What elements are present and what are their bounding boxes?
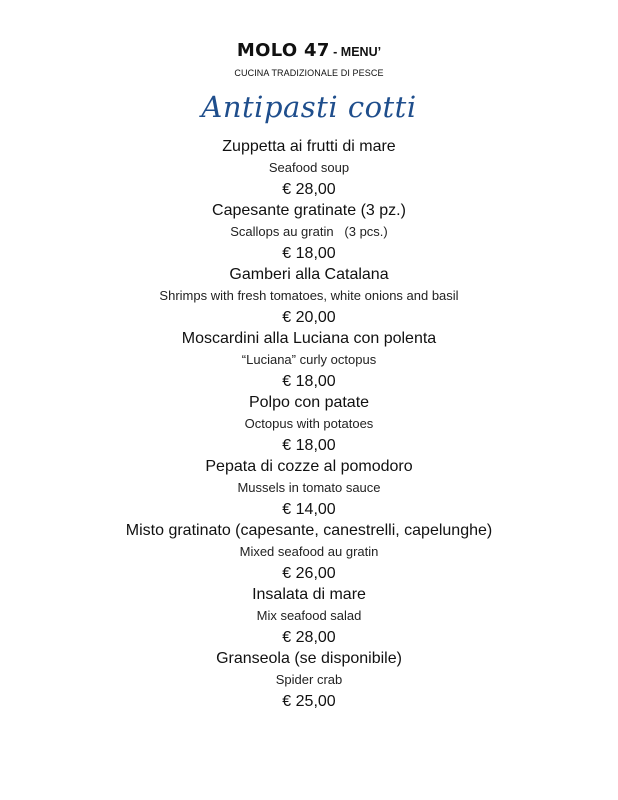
dish-name: Pepata di cozze al pomodoro xyxy=(205,458,413,475)
dish-name: Moscardini alla Luciana con polenta xyxy=(181,330,437,347)
menu-item xyxy=(0,329,618,393)
menu-item xyxy=(0,201,618,265)
dish-name: Capesante gratinate (3 pz.) xyxy=(212,202,406,219)
dish-price: € 28,00 xyxy=(282,181,336,198)
dish-name: Polpo con patate xyxy=(248,394,370,411)
dish-name: Gamberi alla Catalana xyxy=(229,266,389,283)
dish-description: Octopus with potatoes xyxy=(244,416,374,431)
section-title: Antipasti cotti xyxy=(201,90,417,124)
dish-description: Scallops au gratin (3 pcs.) xyxy=(230,224,388,239)
menu-item xyxy=(0,521,618,585)
dish-price: € 18,00 xyxy=(282,373,336,390)
dish-description: Spider crab xyxy=(275,672,343,687)
dish-price: € 28,00 xyxy=(282,629,336,646)
dish-price: € 25,00 xyxy=(282,693,336,710)
dish-price: € 26,00 xyxy=(282,565,336,582)
menu-item xyxy=(0,393,618,457)
restaurant-name: MOLO 47 xyxy=(236,40,330,61)
dish-description: Mix seafood salad xyxy=(256,608,362,623)
dish-description: Shrimps with fresh tomatoes, white onions and basil xyxy=(159,288,459,303)
menu-item xyxy=(0,137,618,201)
menu-item xyxy=(0,649,618,713)
menu-item xyxy=(0,585,618,649)
dish-price: € 18,00 xyxy=(282,437,336,454)
dish-price: € 14,00 xyxy=(282,501,336,518)
dish-description: Mussels in tomato sauce xyxy=(237,480,381,495)
dish-price: € 18,00 xyxy=(282,245,336,262)
title-line xyxy=(0,40,618,63)
dish-description: “Luciana” curly octopus xyxy=(241,352,377,367)
menu-item xyxy=(0,265,618,329)
cuisine-subtitle: CUCINA TRADIZIONALE DI PESCE xyxy=(234,68,384,78)
dish-name: Zuppetta ai frutti di mare xyxy=(222,138,396,155)
menu-items-list xyxy=(0,137,618,713)
dish-description: Mixed seafood au gratin xyxy=(239,544,379,559)
dish-price: € 20,00 xyxy=(282,309,336,326)
menu-header xyxy=(0,40,618,125)
dish-name: Insalata di mare xyxy=(252,586,366,603)
dish-description: Seafood soup xyxy=(268,160,350,175)
dish-name: Misto gratinato (capesante, canestrelli, capelunghe) xyxy=(125,522,493,539)
menu-item xyxy=(0,457,618,521)
menu-label: - MENU’ xyxy=(329,45,382,59)
dish-name: Granseola (se disponibile) xyxy=(216,650,402,667)
